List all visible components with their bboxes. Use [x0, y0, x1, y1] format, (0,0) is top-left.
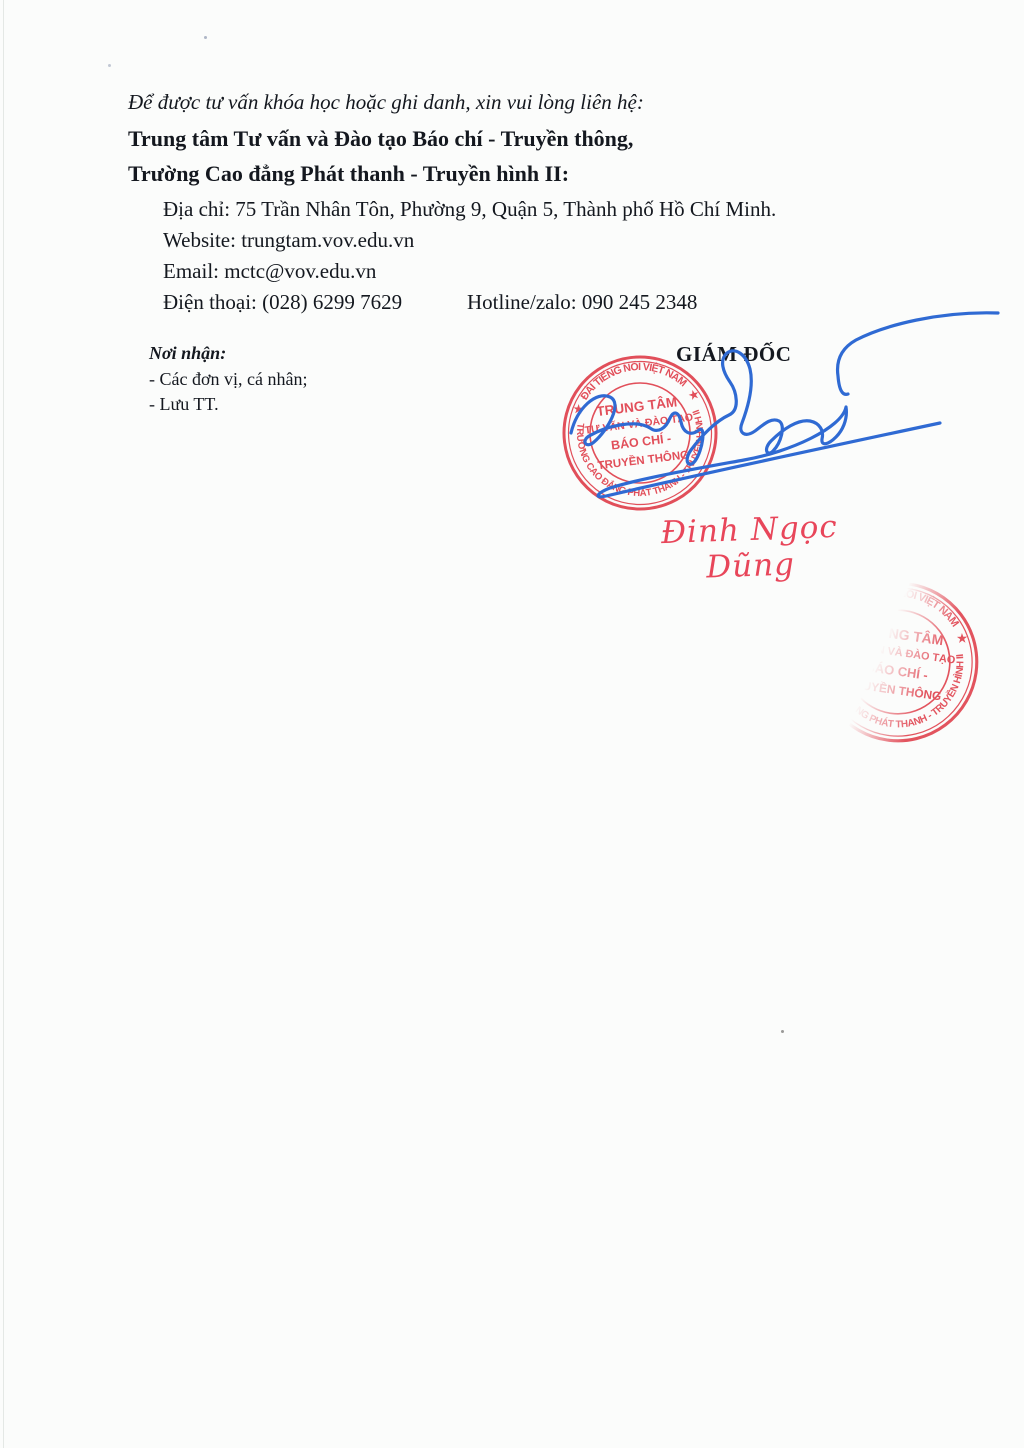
official-stamp — [549, 342, 732, 525]
signature-flourish-stroke — [838, 313, 998, 395]
scan-speck — [204, 36, 207, 39]
scan-page-edge — [3, 0, 4, 1448]
hotline-line: Hotline/zalo: 090 245 2348 — [467, 290, 698, 314]
recipients-heading: Nơi nhận: — [149, 343, 227, 363]
org-name-line2: Trường Cao đẳng Phát thanh - Truyền hình II: — [128, 161, 570, 186]
email-line: Email: mctc@vov.edu.vn — [163, 259, 377, 283]
address-line: Địa chỉ: 75 Trần Nhân Tôn, Phường 9, Quận 5, Thành phố Hồ Chí Minh. — [163, 197, 777, 221]
partial-stamp-imprint — [802, 566, 994, 758]
director-title: GIÁM ĐỐC — [676, 342, 792, 366]
signer-name: Đinh Ngọc Dũng — [660, 508, 839, 586]
recipient-item: - Các đơn vị, cá nhân; — [149, 369, 308, 389]
scan-speck — [108, 64, 111, 67]
phone-line: Điện thoại: (028) 6299 7629 — [163, 290, 403, 314]
recipient-item: - Lưu TT. — [149, 394, 219, 414]
org-name-line1: Trung tâm Tư vấn và Đào tạo Báo chí - Truyền thông, — [128, 126, 634, 151]
scan-speck — [781, 1030, 784, 1033]
contact-intro-line: Để được tư vấn khóa học hoặc ghi danh, xin vui lòng liên hệ: — [128, 90, 644, 114]
website-line: Website: trungtam.vov.edu.vn — [163, 228, 415, 252]
